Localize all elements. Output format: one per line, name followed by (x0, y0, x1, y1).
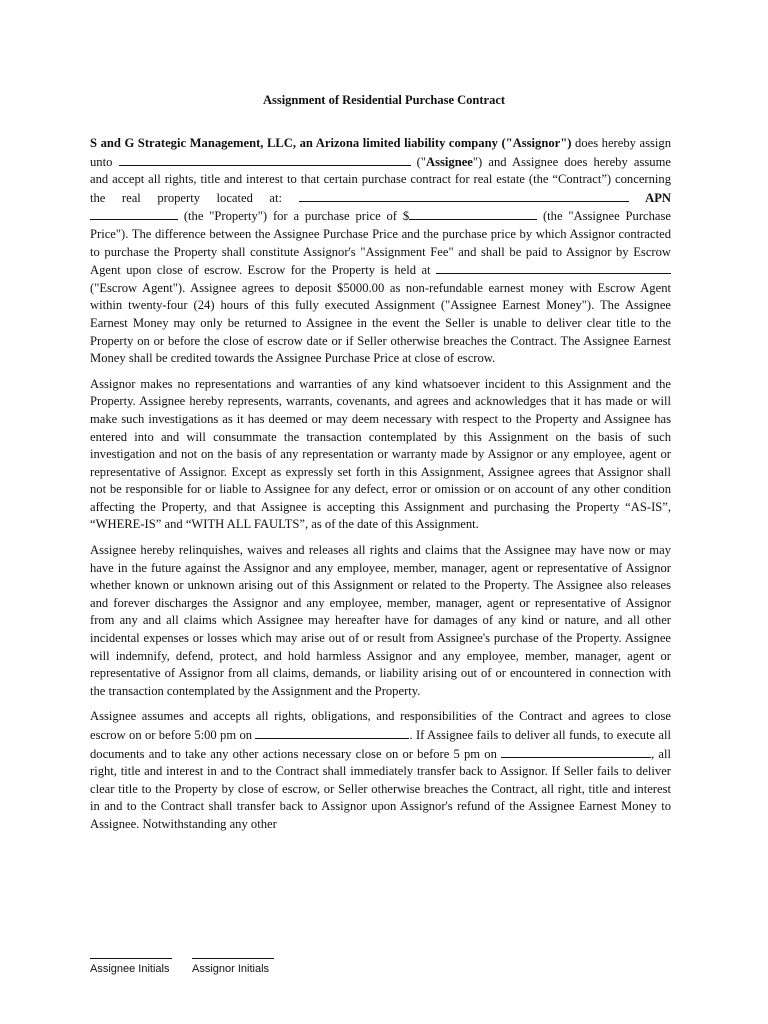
text-run: ("Escrow Agent"). Assignee agrees to deposit $5000.00 as non-refundable earnest money with Escrow Agent within twenty-four (24) hours of this fully executed Assignment ("Assignee Earnest Money"). The Assignee Earnest Money may only be returned to Assignee in the event the Seller is unable to deliver clear title to the Property on or before the close of escrow date or if Seller otherwise breaches the Contract. The Assignee Earnest Money shall be credited towards the Assignee Purchase Price at close of escrow. (90, 280, 671, 366)
assignor-name: S and G Strategic Management, LLC, an Arizona limited liability company ("Assignor") (90, 136, 572, 150)
purchase-price-blank[interactable] (409, 207, 537, 220)
text-run: , all right, title and interest in and to the Contract shall immediately transfer back to Assignor. If Seller fails to deliver clear title to the Property by close of escrow, or Seller otherwise breaches the Contract, all right, title and interest in and to the Contract shall transfer back to Assignor upon Assignor's refund of the Assignee Earnest Money to Assignee. Notwithstanding any other (90, 746, 671, 831)
document-title: Assignment of Residential Purchase Contract (262, 93, 506, 107)
assignor-initials-label: Assignor Initials (192, 963, 270, 975)
paragraph-release: Assignee hereby relinquishes, waives and releases all rights and claims that the Assignee may have now or may have in the future against the Assignor and any employee, member, manager, agent or representative of Assignor whether known or unknown arising out of this Assignment or related to the Property. The Assignee also releases and forever discharges the Assignor and any employee, member, manager, agent or representative of Assignor from any and all claims which Assignee may hereafter have for damages of any kind or nature, and all other incidental expenses or losses which may arise out of or result from Assignee's purchase of the Property. Assignee will indemnify, defend, protect, and hold harmless Assignor and any employee, member, manager, agent or representative of Assignor from all claims, demands, or liability arising out of or encountered in connection with the transaction contemplated by the Assignment and the Property. (90, 543, 671, 698)
initials-footer (90, 950, 274, 975)
document-body (90, 135, 671, 842)
assignor-initials-block[interactable] (192, 950, 274, 975)
text-run: (" (416, 154, 427, 169)
assignor-initials-line[interactable] (192, 958, 274, 959)
apn-label: APN (645, 190, 672, 205)
assignee-initials-block[interactable] (90, 950, 172, 975)
text-run: (the "Property") for a purchase price of $ (183, 209, 410, 224)
text-run: does hereby assign unto (90, 136, 671, 169)
paragraph-no-warranties: Assignor makes no representations and warranties of any kind whatsoever incident to this Assignment and the Property. Assignee hereby represents, warrants, covenants, and agrees and acknowledges that it has made or will make such investigations as it has deemed or may deem necessary with respect to the Property and Assignee has entered into and will consummate the transaction contemplated by this Assignment on the basis of such investigation and not on the basis of any representation or warranty made by Assignor or any employee, agent or representative of Assignor. Except as expressly set forth in this Assignment, Assignee agrees that Assignor shall not be responsible for or liable to Assignee for any defect, error or omission or on account of any other condition affecting the Property, and that Assignee is accepting this Assignment and purchasing the Property “AS-IS”, “WHERE-IS” and “WITH ALL FAULTS”, as of the date of this Assignment. (90, 376, 671, 532)
text-run: Assignee assumes and accepts all rights, obligations, and responsibilities of the Contract and agrees to close escrow on or before 5:00 pm on (90, 709, 671, 742)
paragraph-assignment (90, 135, 671, 368)
assignee-initials-line[interactable] (90, 958, 172, 959)
assignee-initials-label: Assignee Initials (90, 963, 170, 975)
paragraph-obligations (90, 708, 671, 833)
assignee-name-blank[interactable] (119, 153, 411, 166)
text-run: (the "Assignee Purchase Price"). The difference between the Assignee Purchase Price and the purchase price by which Assignor contracted to purchase the Property shall constitute Assignor's "Assignment Fee" and shall be paid to Assignor by Escrow Agent upon close of escrow. Escrow for the Property is held at (90, 209, 671, 278)
text-run: ") and Assignee does hereby assume and accept all rights, title and interest to that certain purchase contract for real estate (the “Contract”) concerning the real property located at: (90, 154, 671, 205)
assignee-label: Assignee (426, 154, 473, 169)
escrow-holder-blank[interactable] (436, 261, 671, 274)
deadline-date-blank[interactable] (501, 745, 651, 758)
close-date-blank[interactable] (255, 726, 409, 739)
text-run: . If Assignee fails to deliver all funds, to execute all documents and to take any other actions necessary close on or before 5 pm on (90, 728, 671, 761)
apn-blank[interactable] (90, 207, 178, 220)
property-address-blank[interactable] (299, 189, 629, 202)
